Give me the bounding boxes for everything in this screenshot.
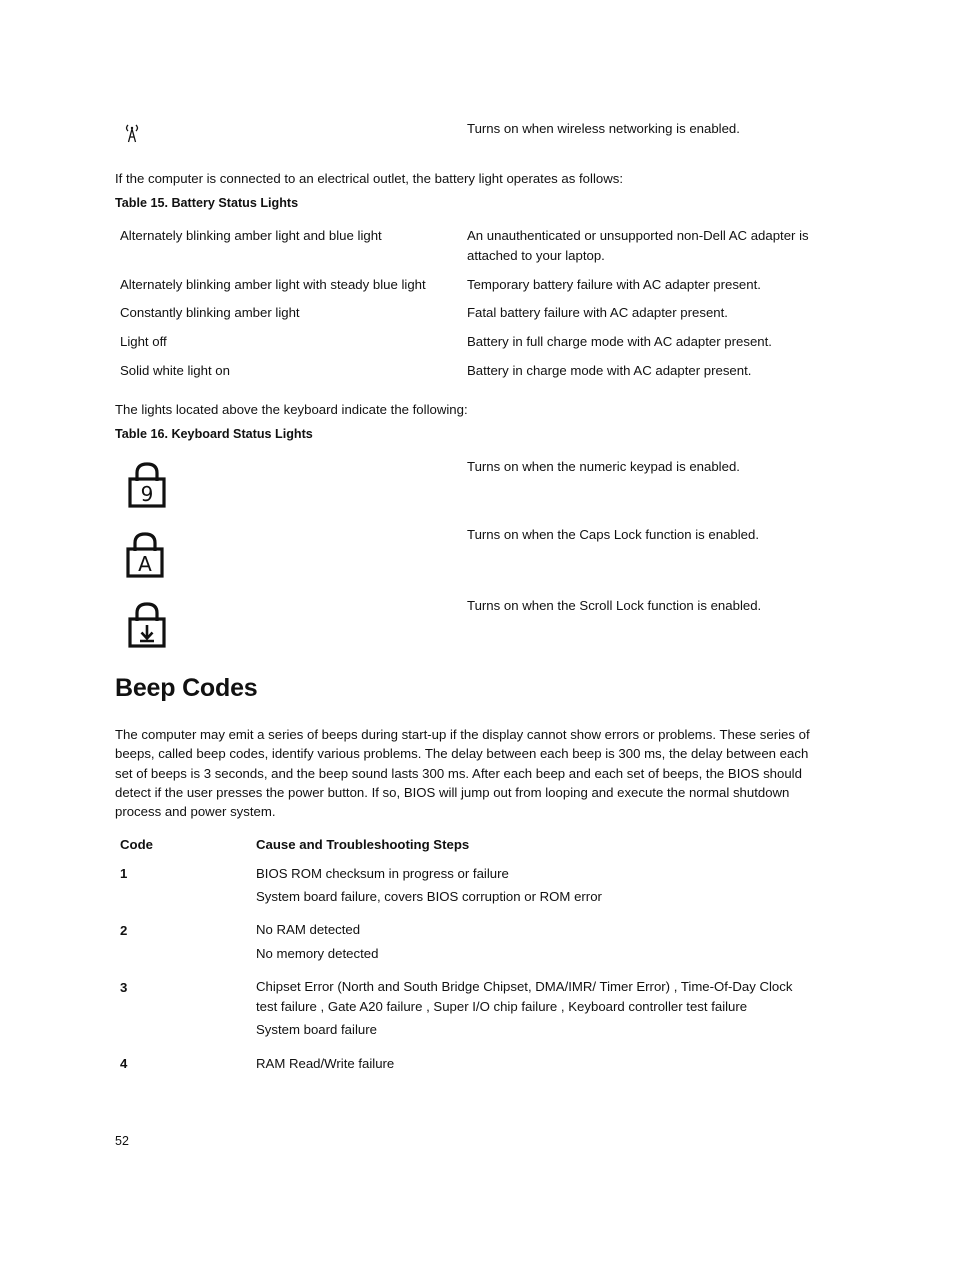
beep-cause: No memory detected bbox=[256, 946, 379, 961]
battery-row-description: Temporary battery failure with AC adapter present. bbox=[467, 277, 761, 292]
scroll-lock-icon bbox=[126, 601, 168, 649]
beep-cause: RAM Read/Write failure bbox=[256, 1056, 395, 1071]
column-header-code: Code bbox=[120, 837, 153, 852]
scroll-lock-description: Turns on when the Scroll Lock function is enabled. bbox=[467, 598, 762, 613]
battery-intro-text: If the computer is connected to an electrical outlet, the battery light operates as follows: bbox=[115, 171, 623, 186]
column-header-cause: Cause and Troubleshooting Steps bbox=[256, 837, 470, 852]
beep-cause: System board failure bbox=[256, 1022, 377, 1037]
page-number: 52 bbox=[115, 1134, 129, 1148]
beep-cause: BIOS ROM checksum in progress or failure bbox=[256, 866, 509, 881]
beep-code: 1 bbox=[120, 866, 128, 881]
wireless-light-description: Turns on when wireless networking is enabled. bbox=[467, 121, 740, 136]
wireless-antenna-icon bbox=[122, 122, 142, 144]
num-lock-description: Turns on when the numeric keypad is enabled. bbox=[467, 459, 740, 474]
battery-row-description: Battery in full charge mode with AC adapter present. bbox=[467, 334, 772, 349]
battery-row-state: Constantly blinking amber light bbox=[120, 305, 300, 320]
num-lock-glyph: 9 bbox=[140, 482, 154, 506]
beep-cause: No RAM detected bbox=[256, 922, 361, 937]
keyboard-table-caption: Table 16. Keyboard Status Lights bbox=[115, 427, 313, 441]
beep-codes-paragraph: The computer may emit a series of beeps during start-up if the display cannot show errors or problems. These series of beeps, called beep codes, identify various problems. The delay between each beep is 300 ms, the delay between each set of beeps is 3 seconds, and the beep sound lasts 300 ms. After each beep and each set of beeps, the BIOS should detect if the user presses the power button. If so, BIOS will jump out from looping and execute the normal shutdown process and power system. bbox=[115, 727, 810, 820]
battery-row-description: Fatal battery failure with AC adapter present. bbox=[467, 305, 728, 320]
beep-cause: Chipset Error (North and South Bridge Chipset, DMA/IMR/ Timer Error) , Time-Of-Day Clock test failure , Gate A20 failure , Super I/O chip failure , Keyboard controller test failure bbox=[256, 979, 793, 1014]
caps-lock-icon bbox=[124, 531, 166, 579]
beep-code: 4 bbox=[120, 1056, 128, 1071]
battery-row-state: Alternately blinking amber light and blue light bbox=[120, 228, 382, 243]
battery-row-state: Solid white light on bbox=[120, 363, 230, 378]
section-heading-beep-codes: Beep Codes bbox=[115, 674, 258, 702]
battery-row-description: An unauthenticated or unsupported non-Dell AC adapter is attached to your laptop. bbox=[467, 228, 809, 263]
caps-lock-description: Turns on when the Caps Lock function is enabled. bbox=[467, 527, 760, 542]
keyboard-intro-text: The lights located above the keyboard indicate the following: bbox=[115, 402, 468, 417]
caps-lock-glyph: A bbox=[138, 552, 152, 576]
battery-row-description: Battery in charge mode with AC adapter present. bbox=[467, 363, 752, 378]
beep-code: 2 bbox=[120, 923, 128, 938]
battery-row-state: Alternately blinking amber light with steady blue light bbox=[120, 277, 426, 292]
beep-code: 3 bbox=[120, 980, 128, 995]
battery-table-caption: Table 15. Battery Status Lights bbox=[115, 196, 299, 210]
num-lock-icon bbox=[126, 461, 168, 509]
battery-row-state: Light off bbox=[120, 334, 167, 349]
beep-cause: System board failure, covers BIOS corruption or ROM error bbox=[256, 889, 602, 904]
